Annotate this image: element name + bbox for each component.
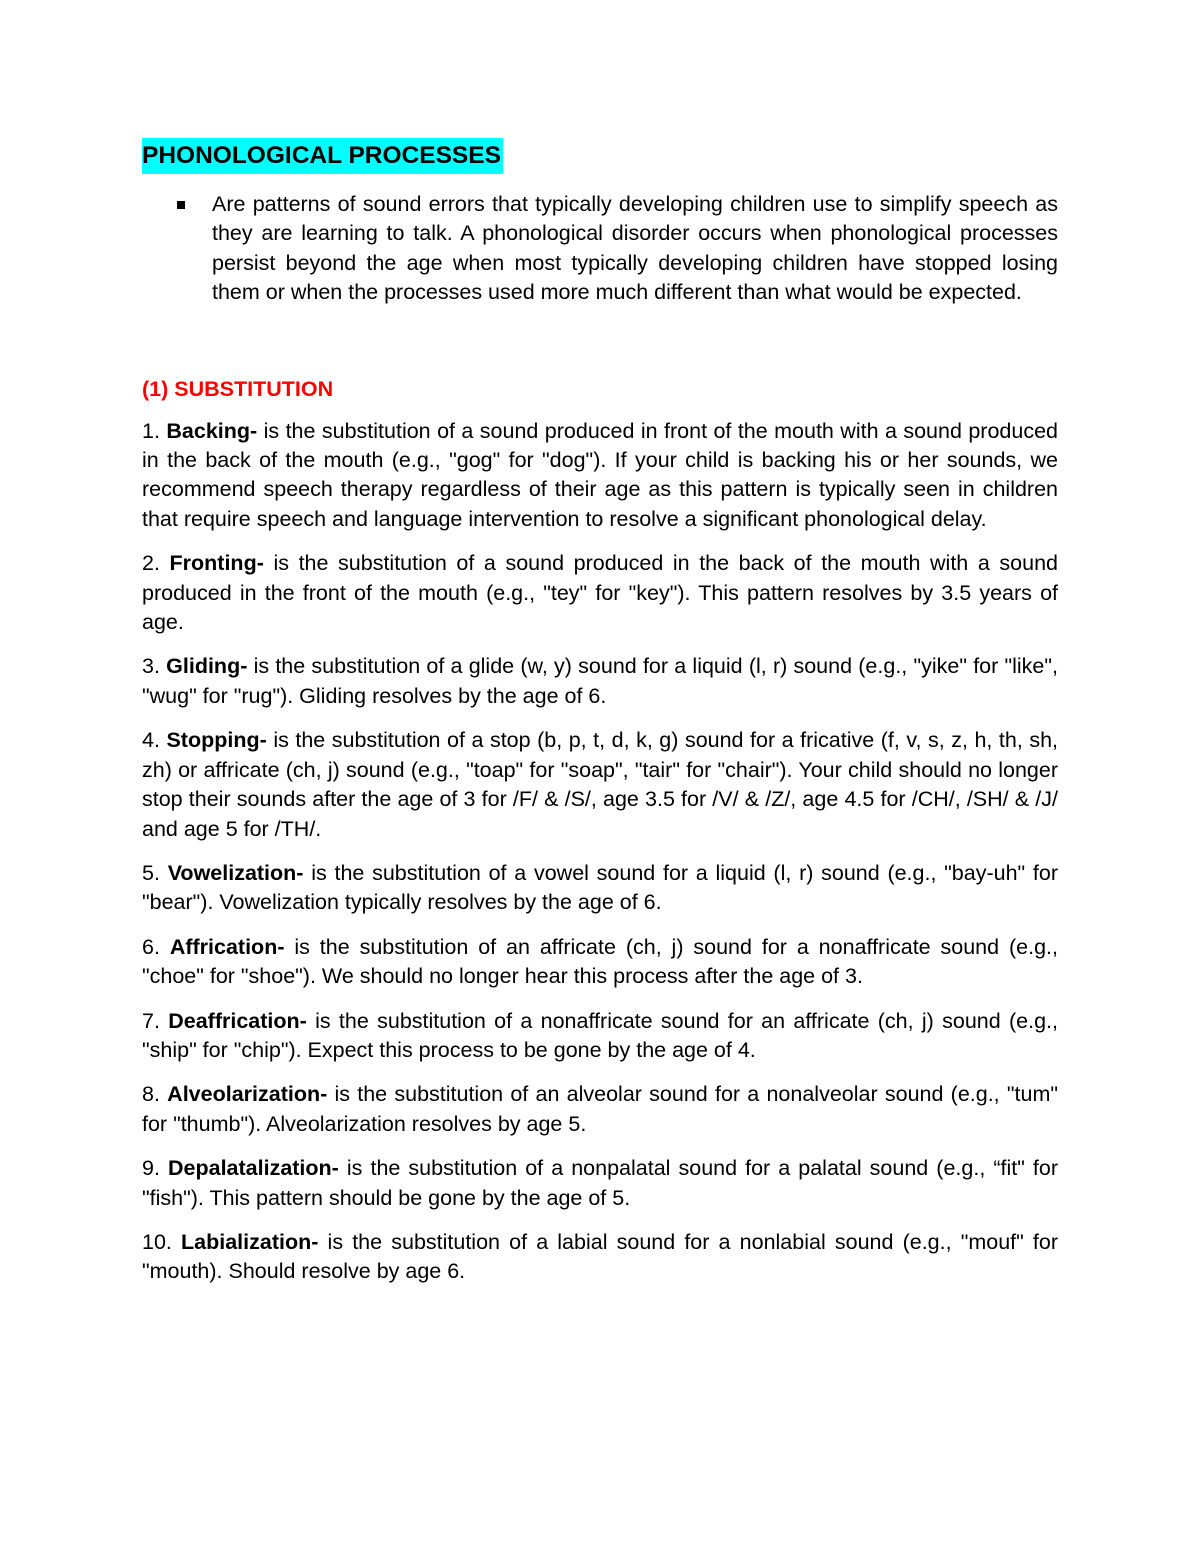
item-text: is the substitution of an affricate (ch, j) sound for a nonaffricate sound (e.g., "choe" for "shoe"). We should no longer hear this process after the age of 3.	[142, 934, 1058, 989]
item-term: Alveolarization-	[167, 1082, 328, 1107]
intro-bullet	[142, 190, 1058, 308]
item-term: Deaffrication-	[168, 1008, 307, 1033]
list-item	[142, 652, 1058, 711]
item-number: 8.	[142, 1082, 160, 1107]
list-item	[142, 726, 1058, 844]
item-term: Gliding-	[166, 654, 248, 679]
list-item	[142, 417, 1058, 535]
item-term: Labialization-	[181, 1229, 319, 1254]
item-term: Affrication-	[169, 934, 285, 959]
list-item	[142, 1080, 1058, 1139]
process-list	[142, 417, 1058, 1287]
item-text: is the substitution of a labial sound for a nonlabial sound (e.g., "mouf" for "mouth). Should resolve by age 6.	[142, 1229, 1058, 1284]
list-item	[142, 1154, 1058, 1213]
document-page	[142, 138, 1058, 1302]
list-item	[142, 1228, 1058, 1287]
item-number: 9.	[142, 1156, 160, 1181]
item-number: 2.	[142, 551, 160, 576]
list-item	[142, 549, 1058, 637]
intro-text: Are patterns of sound errors that typically developing children use to simplify speech as they are learning to talk. A phonological disorder occurs when phonological processes persist beyond the age when most typically developing children have stopped losing them or when the processes used more much different than what would be expected.	[212, 192, 1058, 305]
list-item	[142, 1007, 1058, 1066]
item-text: is the substitution of a sound produced in front of the mouth with a sound produced in the back of the mouth (e.g., "gog" for "dog"). If your child is backing his or her sounds, we recommend speech therapy regardless of their age as this pattern is typically seen in children that require speech and language intervention to resolve a significant phonological delay.	[142, 418, 1059, 531]
item-text: is the substitution of a vowel sound for a liquid (l, r) sound (e.g., "bay-uh" for "bear"). Vowelization typically resolves by the age of 6.	[142, 860, 1059, 915]
item-text: is the substitution of a nonpalatal sound for a palatal sound (e.g., “fit" for "fish"). This pattern should be gone by the age of 5.	[142, 1156, 1058, 1210]
item-text: is the substitution of a stop (b, p, t, d, k, g) sound for a fricative (f, v, s, z, h, th, sh, zh) or affricate (ch, j) sound (e.g., "toap" for "soap", "tair" for "chair"). Your child should no longer stop their sounds after the age of 3 for /F/ & /S/, age 3.5 for /V/ & /Z/, age 4.5 for /CH/, /SH/ & /J/ and age 5 for /TH/.	[142, 728, 1058, 841]
list-item	[142, 859, 1058, 918]
item-number: 6.	[142, 934, 160, 959]
item-term: Stopping-	[166, 728, 267, 753]
item-number: 7.	[142, 1008, 160, 1033]
item-text: is the substitution of a sound produced in the back of the mouth with a sound produced in the front of the mouth (e.g., "tey" for "key"). This pattern resolves by 3.5 years of age.	[142, 551, 1058, 635]
item-number: 1.	[142, 418, 160, 443]
section-heading: (1) SUBSTITUTION	[142, 376, 334, 401]
item-term: Depalatalization-	[168, 1156, 339, 1181]
item-term: Fronting-	[169, 551, 264, 576]
item-text: is the substitution of a nonaffricate sound for an affricate (ch, j) sound (e.g., "ship" for "chip"). Expect this process to be gone by the age of 4.	[142, 1008, 1058, 1062]
list-item	[142, 933, 1058, 992]
item-number: 3.	[142, 654, 160, 679]
item-number: 5.	[142, 860, 160, 885]
item-number: 10.	[142, 1229, 172, 1254]
item-text: is the substitution of a glide (w, y) sound for a liquid (l, r) sound (e.g., "yike" for "like", "wug" for "rug"). Gliding resolves by the age of 6.	[142, 654, 1058, 708]
item-term: Backing-	[166, 418, 258, 443]
item-number: 4.	[142, 728, 160, 753]
item-term: Vowelization-	[167, 860, 304, 885]
square-bullet-icon	[177, 201, 185, 209]
item-text: is the substitution of an alveolar sound for a nonalveolar sound (e.g., "tum" for "thumb"). Alveolarization resolves by age 5.	[142, 1082, 1058, 1136]
document-title: PHONOLOGICAL PROCESSES	[142, 138, 503, 174]
